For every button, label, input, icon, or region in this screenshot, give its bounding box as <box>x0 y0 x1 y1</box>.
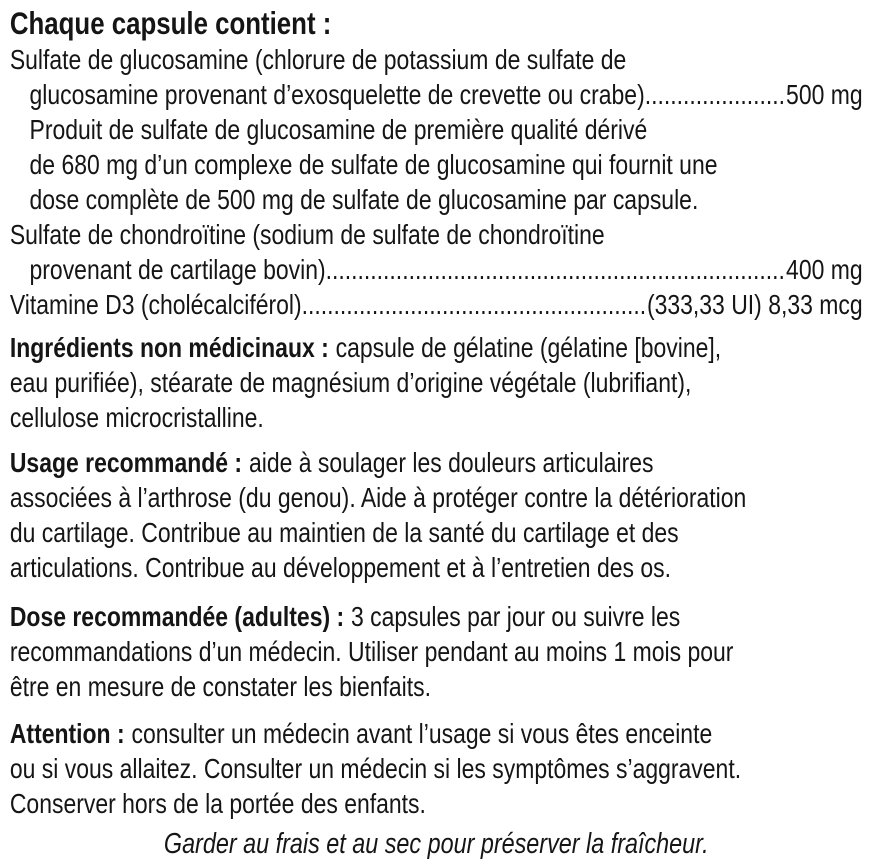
ingredient-chondroitine-text: provenant de cartilage bovin) <box>29 254 326 285</box>
glucosamine-note-line1: Produit de sulfate de glucosamine de première qualité dérivé <box>29 114 648 145</box>
ingredient-chondroitine-line2 <box>10 252 863 287</box>
non-medicinal-text: capsule de gélatine (gélatine [bovine], <box>335 332 722 363</box>
non-medicinal-line2: eau purifiée), stéarate de magnésium d’origine végétale (lubrifiant), <box>9 367 692 398</box>
ingredient-chondroitine-line1: Sulfate de chondroïtine (sodium de sulfate de chondroïtine <box>9 219 605 250</box>
glucosamine-amount: 500 mg <box>786 79 863 110</box>
usage-label: Usage recommandé : <box>9 447 243 478</box>
attention-text: consulter un médecin avant l’usage si vous êtes enceinte <box>131 718 713 749</box>
dot-leader <box>302 287 647 322</box>
ingredient-glucosamine-line2 <box>10 77 863 112</box>
glucosamine-note-line3: dose complète de 500 mg de sulfate de glucosamine par capsule. <box>29 184 699 215</box>
ingredient-glucosamine-text: glucosamine provenant d’exosquelette de crevette ou crabe) <box>29 79 645 110</box>
dose-line2: recommandations d’un médecin. Utiliser pendant au moins 1 mois pour <box>9 636 734 667</box>
attention-line3: Conserver hors de la portée des enfants. <box>9 788 426 819</box>
usage-line3: du cartilage. Contribue au maintien de la santé du cartilage et des <box>9 517 679 548</box>
storage-note: Garder au frais et au sec pour préserver la fraîcheur. <box>163 828 709 860</box>
usage-line2: associées à l’arthrose (du genou). Aide à protéger contre la détérioration <box>9 482 747 513</box>
dose-label: Dose recommandée (adultes) : <box>9 601 345 632</box>
ingredient-vitamine-d3-text: Vitamine D3 (cholécalciférol) <box>9 289 302 320</box>
label-heading: Chaque capsule contient : <box>9 5 332 41</box>
ingredient-vitamine-d3-line <box>10 287 863 322</box>
non-medicinal-line1 <box>10 330 863 365</box>
usage-line4: articulations. Contribue au développement et à l’entretien des os. <box>9 552 671 583</box>
dot-leader <box>326 252 786 287</box>
attention-line1 <box>10 716 863 751</box>
dot-leader <box>645 77 786 112</box>
dose-line1 <box>10 599 863 634</box>
dose-line3: être en mesure de constater les bienfaits. <box>9 671 432 702</box>
dose-text: 3 capsules par jour ou suivre les <box>351 601 681 632</box>
non-medicinal-line3: cellulose microcristalline. <box>9 402 264 433</box>
non-medicinal-label: Ingrédients non médicinaux : <box>9 332 329 363</box>
usage-text: aide à soulager les douleurs articulaires <box>248 447 654 478</box>
glucosamine-note-line2: de 680 mg d’un complexe de sulfate de glucosamine qui fournit une <box>29 149 718 180</box>
chondroitine-amount: 400 mg <box>786 254 863 285</box>
usage-line1 <box>10 445 863 480</box>
ingredient-glucosamine-line1: Sulfate de glucosamine (chlorure de potassium de sulfate de <box>9 44 627 75</box>
attention-label: Attention : <box>9 718 125 749</box>
vitamine-d3-amount: (333,33 UI) 8,33 mcg <box>646 289 863 320</box>
attention-line2: ou si vous allaitez. Consulter un médecin si les symptômes s’aggravent. <box>9 753 742 784</box>
